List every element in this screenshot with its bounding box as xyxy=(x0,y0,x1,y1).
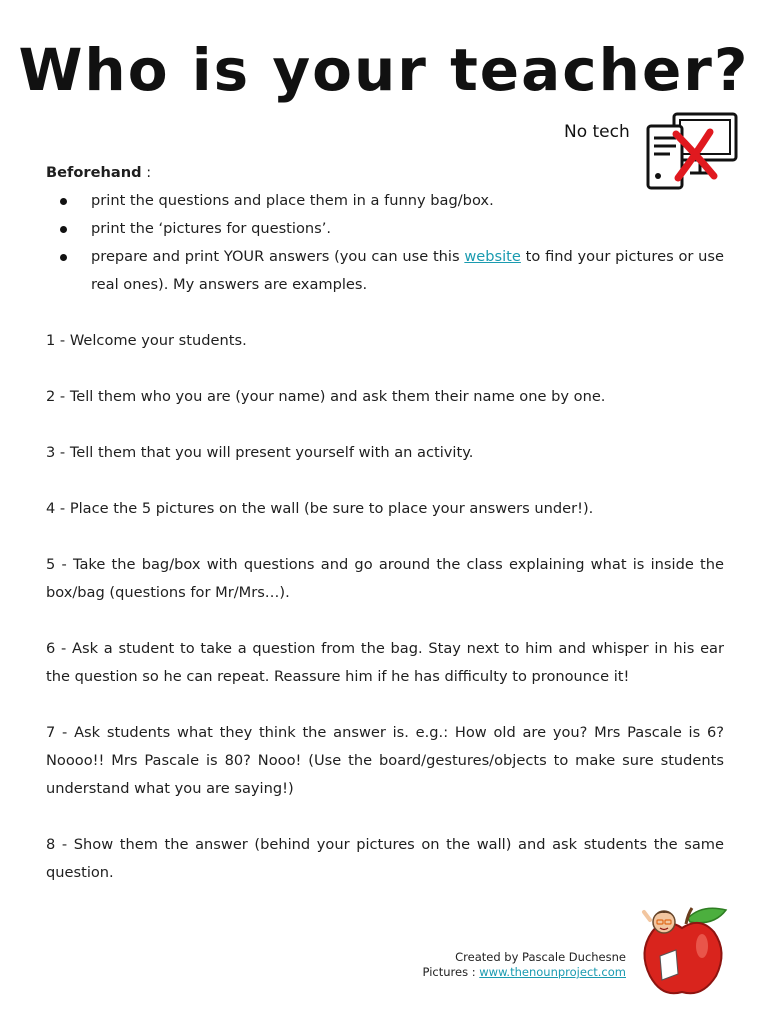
step-6: 6 - Ask a student to take a question from the bag. Stay next to him and whisper in his ear the question so he can repeat. Reassure him if he has difficulty to pronounce it! xyxy=(46,640,724,685)
step-1: 1 - Welcome your students. xyxy=(46,332,247,349)
step-3: 3 - Tell them that you will present yourself with an activity. xyxy=(46,444,474,461)
instructions xyxy=(46,159,724,887)
list-item: prepare and print YOUR answers (you can use this website to find your pictures or use real ones). My answers are examples. xyxy=(46,243,724,299)
no-tech-label: No tech xyxy=(564,122,630,142)
step-4: 4 - Place the 5 pictures on the wall (be sure to place your answers under!). xyxy=(46,500,594,517)
list-item: print the questions and place them in a funny bag/box. xyxy=(46,187,724,215)
teacher-avatar-apple-icon xyxy=(630,900,734,1000)
pictures-credit: Pictures : www.thenounproject.com xyxy=(422,965,626,979)
website-link[interactable]: website xyxy=(464,248,521,265)
step-8: 8 - Show them the answer (behind your pictures on the wall) and ask students the same question. xyxy=(46,836,724,881)
step-7: 7 - Ask students what they think the answer is. e.g.: How old are you? Mrs Pascale is 6? Noooo!! Mrs Pascale is 80? Nooo! (Use the board/gestures/objects to make sure students understand what you are saying!) xyxy=(46,724,724,797)
beforehand-list xyxy=(46,187,724,299)
created-by: Created by Pascale Duchesne xyxy=(455,950,626,964)
bullet-icon xyxy=(60,254,67,261)
list-item: print the ‘pictures for questions’. xyxy=(46,215,724,243)
noun-project-link[interactable]: www.thenounproject.com xyxy=(479,965,626,979)
beforehand-heading: Beforehand : xyxy=(46,164,152,181)
step-5: 5 - Take the bag/box with questions and go around the class explaining what is inside the box/bag (questions for Mr/Mrs…). xyxy=(46,556,724,601)
credits xyxy=(380,950,626,980)
bullet-icon xyxy=(60,198,67,205)
bullet-icon xyxy=(60,226,67,233)
step-2: 2 - Tell them who you are (your name) and ask them their name one by one. xyxy=(46,388,606,405)
page-title: Who is your teacher? xyxy=(18,36,750,104)
